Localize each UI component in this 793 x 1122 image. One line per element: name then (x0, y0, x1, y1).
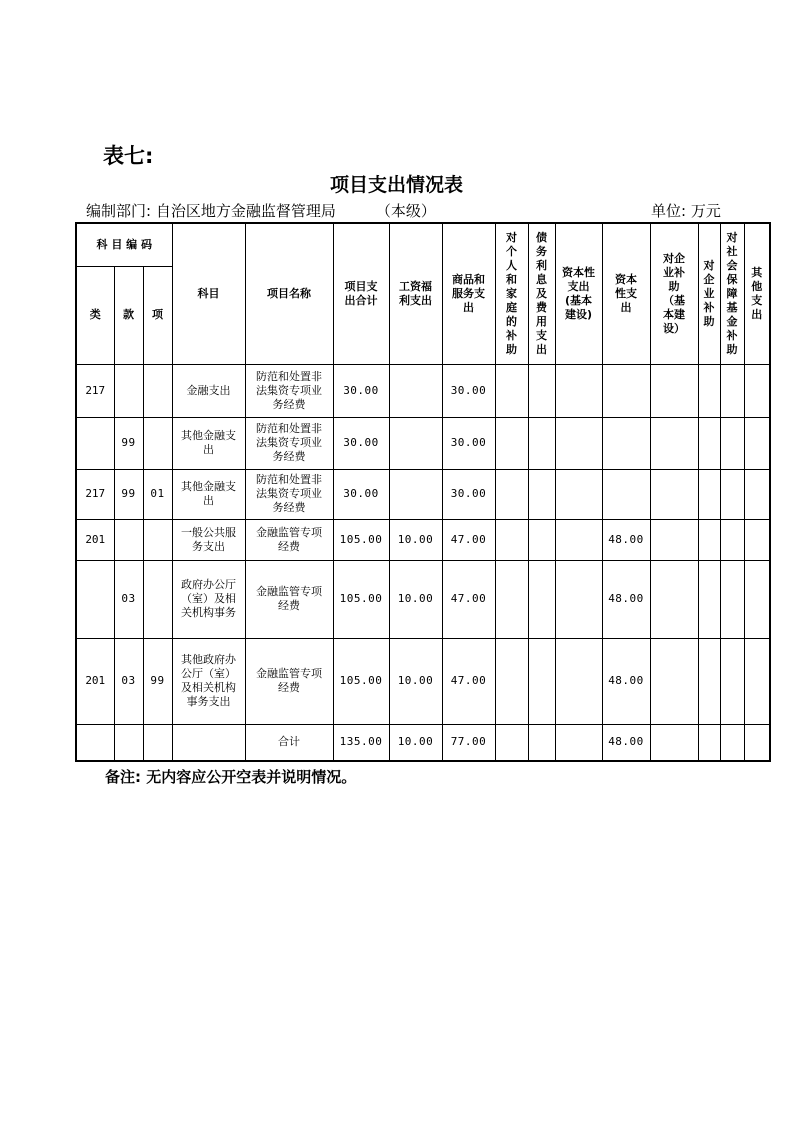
table-row (76, 519, 770, 560)
cell-other (744, 417, 770, 469)
table-row (76, 469, 770, 519)
cell-subject (172, 724, 245, 761)
header-other: 其他支出 (744, 223, 770, 364)
cell-other (744, 638, 770, 724)
cell-lei (76, 724, 114, 761)
total-row (76, 724, 770, 761)
cell-project: 防范和处置非法集资专项业务经费 (245, 469, 333, 519)
cell-ent (698, 638, 720, 724)
cell-project: 防范和处置非法集资专项业务经费 (245, 364, 333, 417)
cell-total: 135.00 (333, 724, 389, 761)
cell-wage (389, 469, 442, 519)
cell-lei: 201 (76, 638, 114, 724)
footnote: 备注: 无内容应公开空表并说明情况。 (105, 768, 357, 786)
cell-total: 30.00 (333, 364, 389, 417)
dept-line (86, 200, 436, 221)
cell-capital-build (555, 364, 602, 417)
header-total: 项目支出合计 (333, 223, 389, 364)
header-capital: 资本性支出 (602, 223, 650, 364)
cell-debt (528, 724, 555, 761)
cell-xiang (143, 364, 172, 417)
cell-lei (76, 417, 114, 469)
header-social: 对社会保障基金补助 (720, 223, 744, 364)
cell-other (744, 469, 770, 519)
cell-xiang (143, 417, 172, 469)
cell-xiang (143, 724, 172, 761)
header-project-name: 项目名称 (245, 223, 333, 364)
cell-debt (528, 417, 555, 469)
cell-social (720, 560, 744, 638)
cell-goods: 30.00 (442, 417, 495, 469)
header-enterprise-build: 对企业补助（基本建设） (650, 223, 698, 364)
cell-kuan (114, 724, 143, 761)
cell-capital (602, 469, 650, 519)
header-code-group: 科 目 编 码 (76, 223, 172, 266)
cell-capital-build (555, 469, 602, 519)
cell-xiang: 01 (143, 469, 172, 519)
dept-label: 编制部门: 自治区地方金融监督管理局 (86, 202, 336, 220)
unit-label: 单位: 万元 (651, 202, 721, 220)
table-row (76, 638, 770, 724)
cell-debt (528, 560, 555, 638)
cell-kuan (114, 519, 143, 560)
header-wage: 工资福利支出 (389, 223, 442, 364)
cell-ent (698, 417, 720, 469)
cell-total: 105.00 (333, 638, 389, 724)
cell-personal (495, 469, 528, 519)
cell-ent (698, 364, 720, 417)
cell-subject: 金融支出 (172, 364, 245, 417)
cell-personal (495, 638, 528, 724)
cell-social (720, 364, 744, 417)
cell-goods: 30.00 (442, 469, 495, 519)
cell-personal (495, 417, 528, 469)
cell-kuan: 03 (114, 560, 143, 638)
cell-total: 105.00 (333, 560, 389, 638)
page-title: 项目支出情况表 (329, 174, 463, 196)
header-goods: 商品和服务支出 (442, 223, 495, 364)
cell-personal (495, 724, 528, 761)
cell-kuan: 99 (114, 469, 143, 519)
table-row (76, 417, 770, 469)
cell-project: 合计 (245, 724, 333, 761)
cell-capital-build (555, 519, 602, 560)
cell-wage: 10.00 (389, 519, 442, 560)
cell-wage (389, 417, 442, 469)
cell-project: 金融监管专项经费 (245, 519, 333, 560)
cell-wage (389, 364, 442, 417)
table-row (76, 560, 770, 638)
cell-ent (698, 724, 720, 761)
project-expenditure-table (75, 222, 771, 762)
cell-goods: 47.00 (442, 638, 495, 724)
table-number: 表七: (103, 144, 154, 168)
header-xiang: 项 (143, 266, 172, 364)
cell-xiang (143, 519, 172, 560)
scope-label: （本级） (375, 202, 436, 220)
cell-total: 105.00 (333, 519, 389, 560)
cell-capital (602, 417, 650, 469)
cell-goods: 47.00 (442, 519, 495, 560)
cell-subject: 其他政府办公厅（室）及相关机构事务支出 (172, 638, 245, 724)
cell-social (720, 469, 744, 519)
cell-capital: 48.00 (602, 560, 650, 638)
cell-personal (495, 364, 528, 417)
cell-ent-build (650, 519, 698, 560)
cell-total: 30.00 (333, 469, 389, 519)
cell-social (720, 638, 744, 724)
cell-subject: 一般公共服务支出 (172, 519, 245, 560)
cell-goods: 30.00 (442, 364, 495, 417)
header-personal: 对个人和家庭的补助 (495, 223, 528, 364)
cell-capital-build (555, 417, 602, 469)
cell-debt (528, 638, 555, 724)
cell-other (744, 560, 770, 638)
cell-capital-build (555, 638, 602, 724)
cell-capital: 48.00 (602, 638, 650, 724)
cell-ent-build (650, 638, 698, 724)
cell-other (744, 364, 770, 417)
cell-social (720, 724, 744, 761)
cell-capital: 48.00 (602, 724, 650, 761)
cell-wage: 10.00 (389, 638, 442, 724)
cell-social (720, 519, 744, 560)
header-enterprise: 对企业补助 (698, 223, 720, 364)
cell-personal (495, 519, 528, 560)
cell-total: 30.00 (333, 417, 389, 469)
cell-subject: 其他金融支出 (172, 469, 245, 519)
cell-other (744, 724, 770, 761)
header-lei: 类 (76, 266, 114, 364)
header-capital-build: 资本性支出(基本建设) (555, 223, 602, 364)
cell-ent-build (650, 560, 698, 638)
cell-wage: 10.00 (389, 560, 442, 638)
cell-capital-build (555, 560, 602, 638)
header-debt: 债务利息及费用支出 (528, 223, 555, 364)
cell-personal (495, 560, 528, 638)
header-kuan: 款 (114, 266, 143, 364)
cell-project: 金融监管专项经费 (245, 638, 333, 724)
table-row (76, 364, 770, 417)
cell-social (720, 417, 744, 469)
cell-debt (528, 519, 555, 560)
cell-ent (698, 519, 720, 560)
cell-capital (602, 364, 650, 417)
cell-goods: 47.00 (442, 560, 495, 638)
cell-other (744, 519, 770, 560)
cell-ent-build (650, 417, 698, 469)
cell-goods: 77.00 (442, 724, 495, 761)
cell-lei: 217 (76, 469, 114, 519)
cell-debt (528, 469, 555, 519)
header-subject: 科目 (172, 223, 245, 364)
cell-kuan: 03 (114, 638, 143, 724)
cell-ent-build (650, 469, 698, 519)
cell-lei: 217 (76, 364, 114, 417)
cell-wage: 10.00 (389, 724, 442, 761)
cell-lei (76, 560, 114, 638)
cell-xiang (143, 560, 172, 638)
cell-subject: 政府办公厅（室）及相关机构事务 (172, 560, 245, 638)
cell-ent (698, 469, 720, 519)
cell-debt (528, 364, 555, 417)
cell-ent (698, 560, 720, 638)
cell-project: 防范和处置非法集资专项业务经费 (245, 417, 333, 469)
cell-xiang: 99 (143, 638, 172, 724)
cell-capital: 48.00 (602, 519, 650, 560)
cell-ent-build (650, 364, 698, 417)
cell-kuan (114, 364, 143, 417)
cell-subject: 其他金融支出 (172, 417, 245, 469)
cell-kuan: 99 (114, 417, 143, 469)
cell-project: 金融监管专项经费 (245, 560, 333, 638)
cell-ent-build (650, 724, 698, 761)
cell-capital-build (555, 724, 602, 761)
cell-lei: 201 (76, 519, 114, 560)
